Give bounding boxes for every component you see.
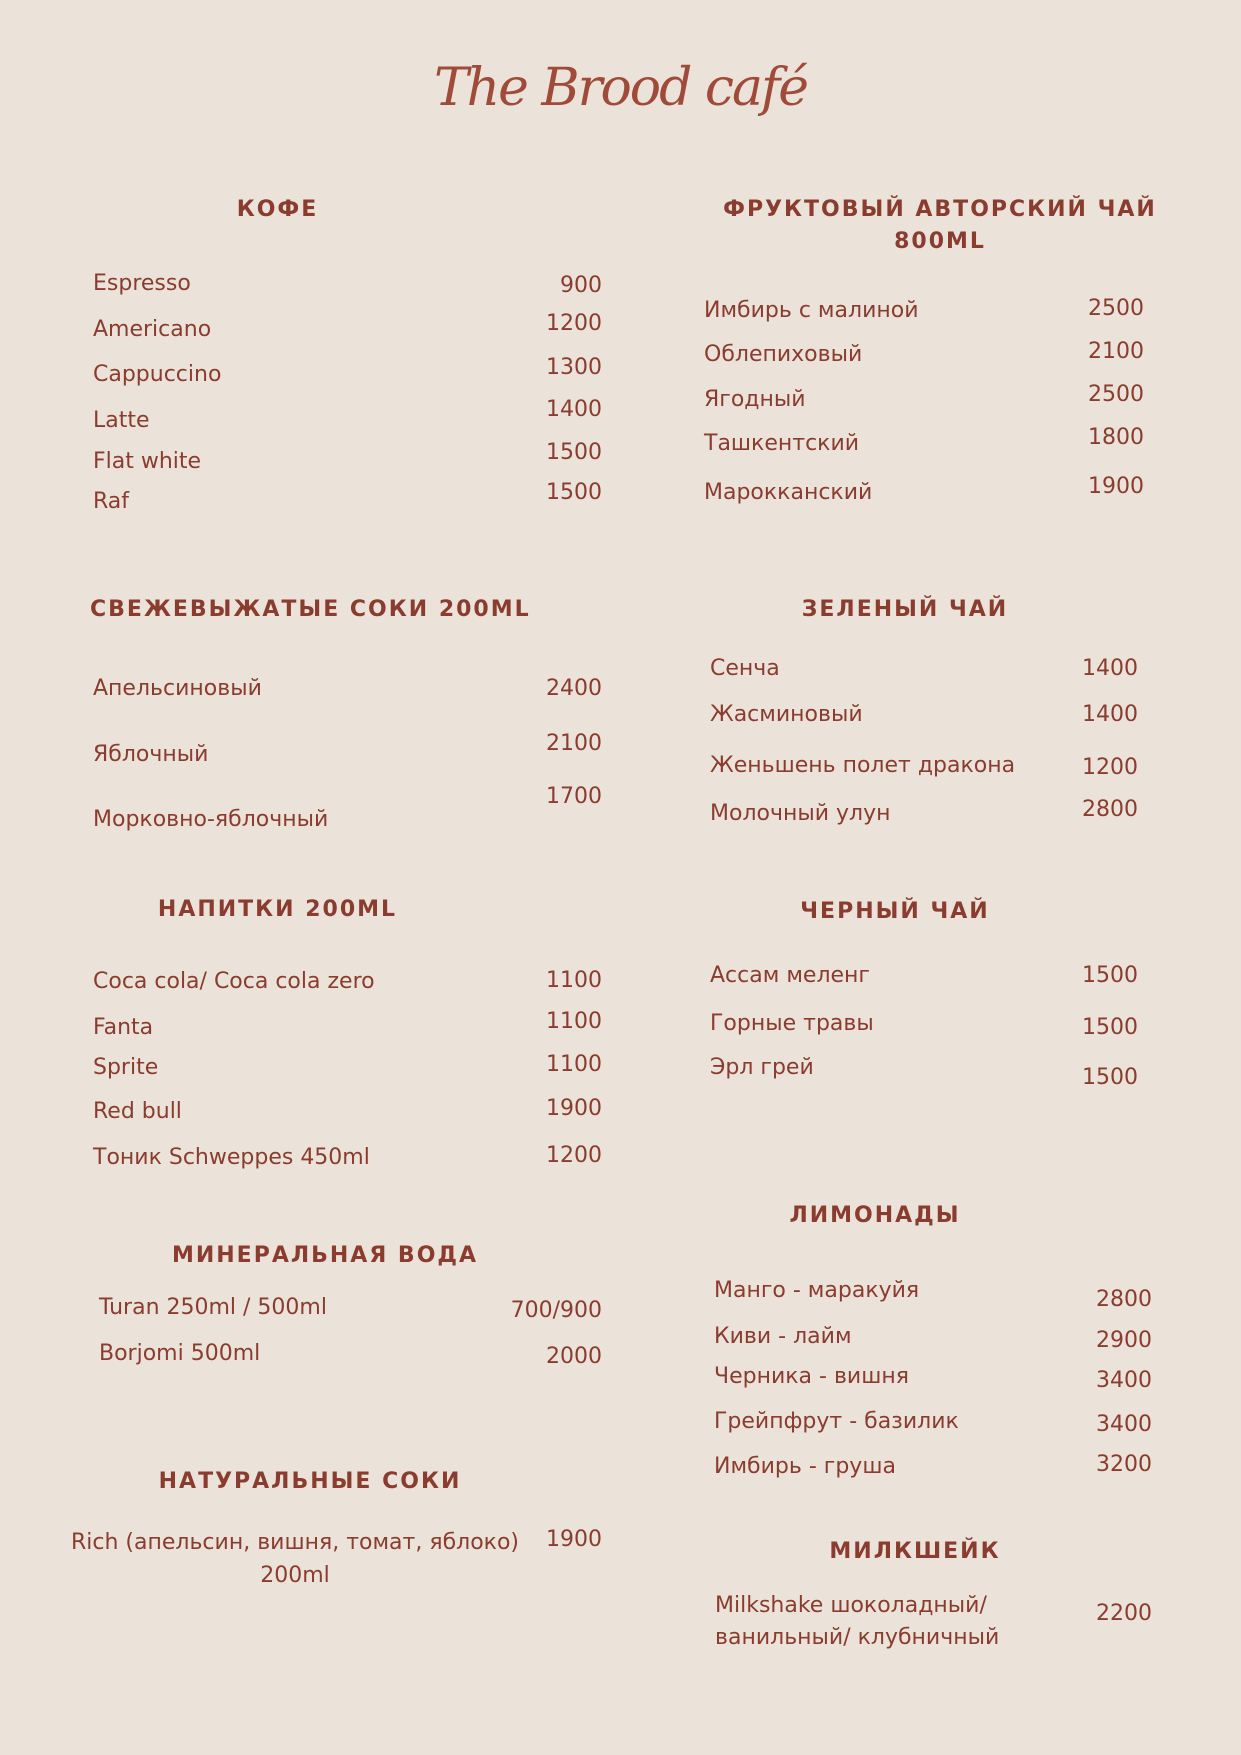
menu-item-price: 3200: [1096, 1452, 1152, 1477]
menu-item-price: 1100: [546, 1009, 602, 1034]
menu-item-price: 2100: [546, 731, 602, 756]
menu-item-name: Milkshake шоколадный/ванильный/ клубничный: [715, 1593, 1000, 1650]
menu-item-price: 3400: [1096, 1368, 1152, 1393]
menu-item-name: Грейпфрут - базилик: [714, 1409, 959, 1434]
section-title-mineral-water: МИНЕРАЛЬНАЯ ВОДА: [171, 1243, 479, 1268]
section-title-milkshake: МИЛКШЕЙК: [829, 1539, 1001, 1564]
menu-item-name: Имбирь - груша: [714, 1454, 896, 1479]
menu-item-price: 700/900: [510, 1298, 602, 1323]
menu-item-name: Espresso: [93, 271, 191, 296]
menu-item-price: 900: [560, 273, 602, 298]
menu-item-price: 2400: [546, 676, 602, 701]
menu-item-name: Эрл грей: [710, 1055, 814, 1080]
menu-item-name: Flat white: [93, 449, 202, 474]
menu-item-price: 1100: [546, 1052, 602, 1077]
section-title-green-tea: ЗЕЛЕНЫЙ ЧАЙ: [801, 597, 1009, 622]
menu-item-name: Cappuccino: [93, 362, 222, 387]
menu-item-name: Манго - маракуйя: [714, 1278, 920, 1303]
menu-item-price: 2000: [546, 1344, 602, 1369]
menu-item-name: Сенча: [710, 656, 780, 681]
section-title-fresh-juices: СВЕЖЕВЫЖАТЫЕ СОКИ 200ML: [90, 597, 531, 622]
section-title-drinks: НАПИТКИ 200ML: [157, 897, 398, 922]
menu-item-price: 2500: [1088, 382, 1144, 407]
menu-item-name: Яблочный: [93, 742, 209, 767]
menu-item-name: Жасминовый: [710, 702, 863, 727]
menu-item-name: Rich (апельсин, вишня, томат, яблоко) 200ml: [70, 1530, 519, 1588]
menu-item-price: 2100: [1088, 339, 1144, 364]
section-title-coffee: КОФЕ: [236, 197, 319, 222]
menu-item-name: Ягодный: [704, 387, 806, 412]
menu-item-price: 1700: [546, 784, 602, 809]
menu-item-price: 1800: [1088, 425, 1144, 450]
section-title-fruit-tea: ФРУКТОВЫЙ АВТОРСКИЙ ЧАЙ 800ML: [723, 197, 1157, 254]
menu-item-name: Горные травы: [710, 1011, 874, 1036]
menu-item-price: 3400: [1096, 1412, 1152, 1437]
menu-item-name: Имбирь с малиной: [704, 298, 919, 323]
menu-item-name: Ассам меленг: [710, 963, 870, 988]
menu-item-name: Latte: [93, 408, 150, 433]
menu-item-price: 1500: [1082, 1015, 1138, 1040]
menu-item-name: Апельсиновый: [93, 676, 262, 701]
menu-item-price: 1400: [546, 397, 602, 422]
menu-item-price: 1400: [1082, 656, 1138, 681]
menu-item-name: Киви - лайм: [714, 1324, 852, 1349]
cafe-logo: The Brood café: [433, 58, 808, 118]
menu-item-price: 2900: [1096, 1328, 1152, 1353]
menu-item-name: Raf: [93, 489, 130, 514]
menu-item-name: Red bull: [93, 1099, 182, 1124]
menu-item-name: Тоник Schweppes 450ml: [93, 1145, 370, 1170]
menu-item-price: 1500: [1082, 963, 1138, 988]
menu-item-price: 2800: [1082, 797, 1138, 822]
menu-item-name: Borjomi 500ml: [99, 1341, 261, 1366]
menu-item-price: 1900: [546, 1096, 602, 1121]
menu-item-price: 1300: [546, 355, 602, 380]
menu-item-name: Americano: [93, 317, 212, 342]
section-title-black-tea: ЧЕРНЫЙ ЧАЙ: [800, 899, 990, 924]
menu-item-name: Молочный улун: [710, 801, 891, 826]
menu-item-price: 1500: [546, 440, 602, 465]
menu-item-price: 2200: [1096, 1601, 1152, 1626]
menu-item-price: 1200: [546, 1143, 602, 1168]
menu-item-price: 2800: [1096, 1287, 1152, 1312]
section-title-natural-juices: НАТУРАЛЬНЫЕ СОКИ: [158, 1469, 462, 1494]
menu-item-name: Sprite: [93, 1055, 159, 1080]
section-title-lemonades: ЛИМОНАДЫ: [789, 1203, 961, 1228]
menu-item-name: Женьшень полет дракона: [710, 753, 1016, 778]
menu-item-name: Облепиховый: [704, 342, 863, 367]
menu-item-price: 1900: [546, 1527, 602, 1552]
menu-item-name: Черника - вишня: [714, 1364, 909, 1389]
menu-item-price: 1200: [1082, 755, 1138, 780]
menu-item-price: 1900: [1088, 474, 1144, 499]
menu-item-price: 1500: [1082, 1065, 1138, 1090]
menu-item-name: Морковно-яблочный: [93, 807, 329, 832]
menu-item-name: Марокканский: [704, 480, 873, 505]
menu-item-name: Coca cola/ Coca cola zero: [93, 969, 375, 994]
menu-item-name: Ташкентский: [704, 431, 860, 456]
menu-item-price: 1100: [546, 968, 602, 993]
menu-item-price: 1400: [1082, 702, 1138, 727]
menu-item-price: 2500: [1088, 296, 1144, 321]
menu-item-price: 1500: [546, 480, 602, 505]
menu-item-price: 1200: [546, 311, 602, 336]
menu-item-name: Fanta: [93, 1015, 154, 1040]
menu-item-name: Turan 250ml / 500ml: [99, 1295, 327, 1320]
